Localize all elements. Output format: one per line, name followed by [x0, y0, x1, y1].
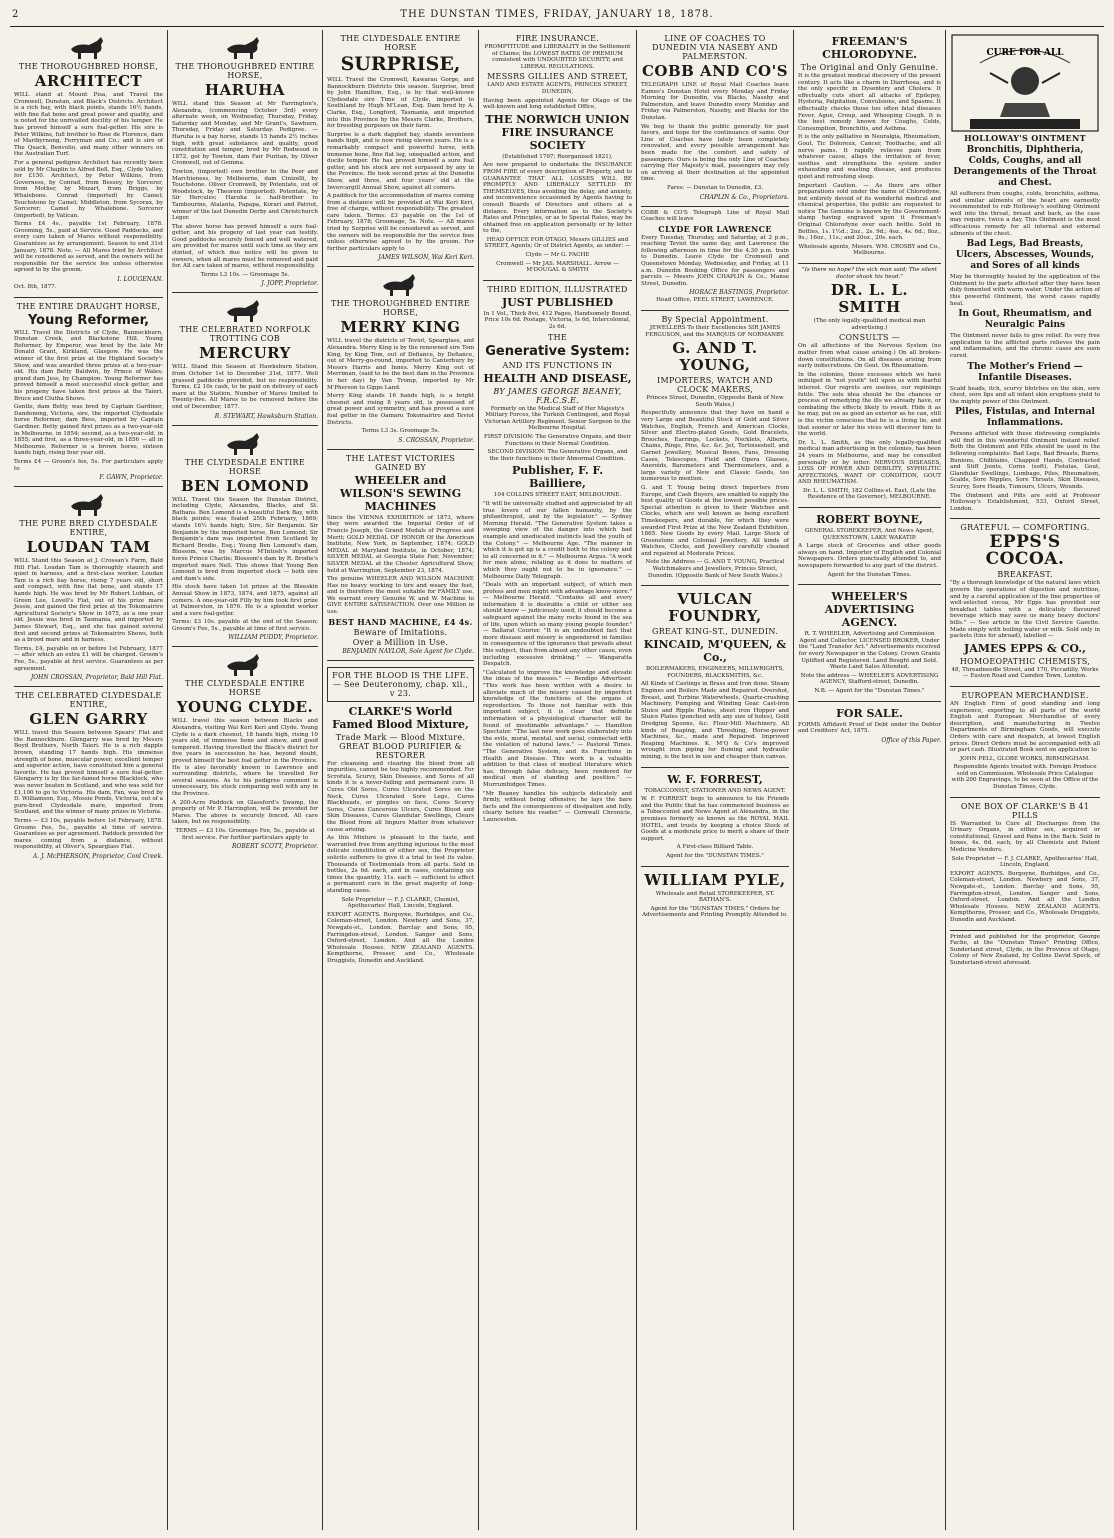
ad-william-pyle — [641, 867, 789, 925]
ad-appointment: By Special Appointment. — [661, 315, 769, 325]
ad-heading: In Gout, Rheumatism, and Neuralgic Pains — [958, 309, 1092, 331]
ad-division-1: FIRST DIVISION: The Generative Organs, and their Functions in their Normal Condition. — [483, 434, 632, 447]
ad-address: The Ointment and Pills are sold at Professor Holloway's Establishment, 533, Oxford Street, London. — [950, 492, 1100, 512]
ad-body: G. and T. Young being direct Importers from Europe, and Cash Buyers, are enabled to supply the best quality of Goods at the lowest possible prices. Special attention is given to their Watches and Clocks, which are well known as being excellent Timekeepers, and durable, for which they were awarded First Prize at the New Zealand Exhibition, 1865. New Goods by every Mail. Large Stock of Greenstone and Colonial Jewellery. All kinds of Watches, Clocks, and Jewellery carefully cleaned and repaired at Moderate Prices. — [641, 484, 789, 557]
ad-heading: THE CELEBRATED NORFOLK TROTTING COB — [179, 325, 311, 344]
ad-clarkes-pills — [950, 798, 1100, 931]
ad-office: Head Office, PEEL STREET, LAWRENCE. — [656, 297, 774, 304]
ad-title: FREEMAN'S CHLORODYNE. — [822, 35, 917, 61]
ad-wheeler-wilson — [327, 450, 474, 661]
ad-terms: TERMS — £3 10s. Groomage Fee, 5s., payable at first service. For further particulars apply to — [175, 827, 315, 841]
ad-heading: THE CLYDESDALE ENTIRE HORSE — [340, 34, 461, 52]
ad-body: In the colonies, those excesses which we have indulged in "not youth" tell upon us with fearful interest. Our regrets are useless, our repinings futile. The sole idea should be the chances or process of remedying the ills we already have, or combating the effects likely to result. Hide it as he may, put on as good an exterior as he can, still is the victim conscious that he is a living lie, and that sooner or later his vices will discover him to the world. — [798, 371, 941, 438]
imprint — [950, 931, 1100, 973]
ad-terms: Terms £4 4s., payable 1st February, 1878. Grooming, 5s., paid at Service. Good Paddocks, and every care taken of Mares without responsibility. Guarantees as by arrangement. Season to end 31st January, 1878. Note. — All Mares tried by Architect will be considered as served, and the owners will be responsible for the service fee unless otherwise agreed to by the groom. — [14, 221, 163, 274]
ad-body: Persons afflicted with these distressing complaints will find in this wonderful Ointment instant relief. Both the Ointment and Pills should be used in the following complaints: Bad Legs, Bad Breasts, Burns, Bunions, Chilblains, Chapped Hands, Contracted and Stiff Joints, Corns (soft), Fistulas, Gout, Glandular Swellings, Lumbago, Piles, Rheumatism, Scalds, Sore Nipples, Sore Throats, Skin Diseases, Scurvy, Sore Heads, Tumours, Ulcers, Wounds. — [950, 431, 1100, 491]
ad-subtitle: Trade Mark — Blood Mixture. GREAT BLOOD PURIFIER & RESTORER — [335, 732, 466, 760]
ad-signature: ROBERT SCOTT, Proprietor. — [231, 843, 318, 851]
ad-firm: JAMES EPPS & CO., — [964, 641, 1086, 655]
horse-icon — [379, 272, 423, 298]
ad-firm: MESSRS GILLIES AND STREET, — [487, 72, 628, 82]
ad-subtitle: IMPORTERS, WATCH AND CLOCK MAKERS, — [657, 376, 773, 395]
ad-body: Agent for the "DUNSTAN TIMES." Orders for Advertisements and Printing Promptly Attended to. — [642, 905, 788, 919]
horse-name: HARUHA — [204, 81, 286, 99]
ad-body: PROMPTITUDE and LIBERALITY in the Settlement of Claims; the LOWEST RATES OF PREMIUM consistent with UNDOUBTED SECURITY; and LIBERAL REGULATIONS. — [484, 44, 631, 70]
ad-body: AN English Firm of good standing and long experience, exporting to all parts of the world English and European Merchandise of every description, and manufacturing in Twelve Departments of Birmingham Goods, will execute Orders with care and despatch, at lowest English prices. Direct Orders must be accompanied with all or part cash. Illustrated Book sent on application to — [950, 700, 1100, 754]
ad-body: IS Warranted to Cure all Discharges from the Urinary Organs, in either sex, acquired or constitutional, Gravel and Pains in the Back. Sold in boxes, 4s. 6d. each, by all Chemists and Patent Medicine Vendors. — [950, 820, 1100, 854]
ad-body: Important Caution. — As there are other preparations sold under the name of Chlorodyne, but entirely devoid of its wonderful medical and chemical properties, the public are requested to notice The Genuine is known by the Government-stamp having engraved upon it Freeman's Original Chlorodyne over each bottle. Sold in Bottles, 1s. 1½d.; 2oz., 2s. 9d.; 4oz., 4s. 6d.; 8oz., 9s.; 16oz., 11s.; and 20oz., 20s. each. — [798, 182, 941, 242]
ad-title: VULCAN FOUNDRY, — [668, 590, 762, 626]
ad-title: DR. L. L. SMITH — [830, 281, 909, 317]
ad-for-sale — [798, 702, 941, 749]
ad-architect — [14, 30, 163, 298]
ad-reviews: "Calculated to improve the knowledge and elevate the ideas of the masses." — Bendigo Advertiser. "This work has been written with a desire to alleviate much of the misery caused by imperfect knowledge of the functions of the organs of reproduction. To those not familiar with this important subject, it is clear that definite information of a physiological character will be found of inestimable advantage." — Hamilton Spectator. "The last new work goes elaborately into the evils, moral, mental, and social, connected with the violation of natural laws." — Pastoral Times. "The Generative System, and its Functions in Health and Disease. This work is a valuable addition to that class of medical literature which has, through false delicacy, been rendered for medical men of standing and position." — Murrumbidgee Times. — [483, 669, 632, 788]
ad-reviews: "Deals with an important subject, of which men profess and men might with advantage know more." — Melbourne Herald. "Contains all and every information it is desirable a child or either sex should know — judiciously used, it should become a safeguard against the many rocks found in the sea of life, upon which so many young people founder." — Ballarat Courier. "It is an undoubted fact that more disease and misery is engendered in families in consequence of the ignorance that prevails about this subject, than from almost any other cause, even including excessive drinking." — Wangaratta Despatch. — [483, 582, 632, 668]
ad-young-jewellers — [641, 311, 789, 586]
ad-body: All Kinds of Castings in Brass and Iron done. Steam Engines and Boilers Made and Repaired. Overshot, Breast, and Turbine Waterwheels, Quartz-crushing Machinery, Pumping and Winding Gear. Cast-iron Sluice and Ripple Plates, sheet iron Hopper and Sluice Plates (punched with any size of holes), Gold Dredging Spoons, &c. Flour-Mill Machinery. All kinds of Reaping, and Threshing, Horse-power Machines, &c., made and Repaired. Improved Reaping Machines. K. M'Q & Co's improved wrought iron piping for fluming and hydraulic mining, is the best in use and cheaper than canvas. — [641, 681, 789, 760]
ad-fares: Fares: — Dunstan to Dunedin, £3. — [666, 184, 764, 191]
ad-clarkes-blood-mixture — [327, 661, 474, 971]
ad-signature: HORACE BASTINGS, Proprietor. — [689, 289, 789, 297]
ad-price: BEST HAND MACHINE, £4 4s. — [328, 616, 473, 627]
ad-title: WHEELER'S ADVERTISING AGENCY. — [824, 590, 915, 630]
ad-destination: CLYDE FOR LAWRENCE — [658, 223, 772, 234]
ad-body: Responsible Agents treated with. Foreign Produce sold on Commission. Wholesale Price Catalogue with 200 Engravings, to be seen at the Office of the Dunstan Times, Clyde. — [951, 764, 1099, 791]
column-1 — [10, 30, 167, 1530]
ad-heading: EUROPEAN MERCHANDISE. — [961, 690, 1089, 700]
ad-title: CLARKE'S World Famed Blood Mixture, — [332, 704, 469, 731]
horse-icon — [223, 652, 267, 678]
ad-address: Note the address — WHEELER'S ADVERTISING AGENCY, Stafford-street, Dunedin. — [800, 672, 939, 686]
ad-terms: Terms, £4, payable on or before 1st February, 1877 — after which an extra £1 will be charged. Groom's Fee, 5s., payable at first service. Guarantees as per agreement. — [14, 645, 163, 672]
horse-name: MERRY KING — [340, 318, 461, 337]
ad-terms: Terms L3 3s. Groomage 5s. — [361, 428, 440, 435]
ad-signature: JOHN CROSSAN, Proprietor, Bald Hill Flat. — [30, 674, 163, 682]
ad-body: The genuine WHEELER AND WILSON MACHINE Has no heavy working to tire and weary the feet, and is therefore the most suitable for FAMILY use. We warrant every Genuine W. and W. Machine to GIVE ENTIRE SATISFACTION. Over one Million in use. — [327, 576, 474, 616]
ad-signature: A. J. McPHERSON, Proprietor, Conl Creek. — [32, 852, 163, 860]
ad-signature: WILLIAM PUDDY, Proprietor. — [228, 634, 318, 642]
ad-heading: The Mother's Friend — Infantile Diseases. — [967, 361, 1083, 383]
ad-note: Note the Address — G. AND T. YOUNG, Practical Watchmakers and Jewellers, Princes Street, Dunedin. (Opposite Bank of New South Wales.) — [645, 559, 785, 579]
horse-name: YOUNG CLYDE. — [176, 698, 314, 717]
ad-body: WILL Travel the Cromwell, Kawarau Gorge, and Bannockburn Districts this season. Surprise, bred by John Hamilton, Esq., is by that well-known Clydesdale sire Time of Clyde, imported to Southland by Hugh M'Lean, Esq. Dam bred by A. Clarke, Esq., Longford, Tasmania, and imported into this Province by the Messrs Clarke, Brothers, for breeding purposes on their farm. — [327, 77, 474, 130]
ad-body: WILL travel this season between Blacks and Alexandra, visiting Wai Keri Keri and Clyde. Young Clyde is a dark chesnut, 18 hands high, rising 10 years old, of immense bone and sinew, and good tempered. Having travelled the Black's district for five years in succession he has, beyond doubt, proved himself the best foal getter in the Province. He is also favorably known in Lawrence and surrounding districts, where he travelled for several seasons. As to his pedigree comment is unnecessary, his stock comparing well with any in the Province. — [172, 718, 318, 797]
column-6 — [793, 30, 945, 1530]
ad-the: THE — [547, 332, 568, 342]
ad-body: A 200-Acre Paddock on Glassford's Swamp, the property of Mr P. Harrington, will be provided for Mares. The above is securely fenced. All care taken, but no responsibility. — [172, 799, 318, 826]
ad-signature: JOHN PELL, GLOBE WORKS, BIRMINGHAM. — [959, 755, 1091, 762]
imprint-text: Printed and published for the proprietor, George Fache, at the "Dunstan Times" Printing Office, Sunderland street, Clyde, in the Province of Otago, Colony of New Zealand, by Collins David Speck, of Sunderland-street aforesaid. — [950, 933, 1100, 966]
ad-heading: THE CLYDESDALE ENTIRE HORSE — [184, 679, 306, 698]
ad-body: As this Mixture is pleasant to the taste, and warranted free from anything injurious to the most delicate constitution of either sex, the Proprietor solicits sufferers to give it a trial to test its value. Thousands of Testimonials from all parts. Sold in bottles, 2s 6d. each, and in cases, containing six times the quantity, 11s. each — sufficient to effect a permanent cure in the great majority of long-standing cases. — [327, 835, 474, 894]
ad-young-reformer — [14, 298, 163, 487]
holloway-logo-icon — [950, 33, 1100, 133]
ad-body: The Ointment never fails to give relief. Its very free application to the afflicted parts relieves the pain and inflammation, and the chronic cases are soon cured. — [950, 333, 1100, 359]
ad-heading: Bad Legs, Bad Breasts, Ulcers, Abscesses, Wounds, and Sores of all kinds — [955, 239, 1095, 272]
ad-consults: CONSULTS — — [839, 333, 900, 343]
ad-trade: BOILERMAKERS, ENGINEERS, MILLWRIGHTS, FOUNDERS, BLACKSMITHS, &c. — [645, 666, 785, 679]
newspaper-columns — [10, 30, 1104, 1532]
ad-body: Surprise is a dark dappled bay, stands seventeen hands high, and is now rising eleven years. He is a remarkably compact and powerful horse, with immense bone, fine flat leg, unequalled action, and docile temper. He has proved himself a sure foal getter, and his stock are not surpassed by any in the Province. He took second prize at the Dunedin Show, and three, and four years' old at the Invercargill Annual Show, against all comers. — [327, 131, 474, 191]
column-2 — [167, 30, 322, 1530]
ad-body: WILL Travel the Districts of Clyde, Bannockburn, Dunstan Creek, and Blackstone Hill. Young Reformer, by Emperor, was bred by the late Mr Donald Grant, Kirkland, Glasgow. He was the winner of the first prize at the Highland Society's Show, and was awarded three prizes at a two-year-old. His dam Betty Baldwin, by Prince of Wales; grand dam Jess, by Champion. Young Reformer has proved himself a most successful stock getter, and his progeny have taken first prizes at the Taieri, Bruce and Clutha Shows. — [14, 329, 163, 402]
ad-body: Having been appointed Agents for Otago of the well-known and long established Office, — [483, 97, 632, 111]
ad-european-merchandise — [950, 687, 1100, 798]
ad-agent: N.B. — Agent for the "Dunstan Times." — [814, 687, 925, 694]
ad-cobb-co-coaches — [641, 30, 789, 207]
ad-signature: I. LOUGENAN. — [117, 276, 163, 284]
ad-signature: F. GAWN, Proprietor. — [99, 474, 163, 482]
ad-title: ROBERT BOYNE, — [816, 513, 923, 527]
ad-body: WILL travel this Season between Spears' Flat and the Bannockburn. Glengarry was bred by Messrs Boyd Brothers, North Taieri. He is a rich dapple brown, standing 17 hands high. His immense strength of bone, muscular power, excellent temper and superior action, have constituted him a general favorite. He has proved himself a sure foal-getter. Glengarry is by the far-famed horse Blacklock, who was never beaten in Scotland, and who was sold for £1,100 to go to Victoria. His dam, Fan, was bred by D. Williamson, Esq., Mossie Ponds, Victoria, out of a pure-bred Clydesdale mare, imported from Scotland, and the winner of many prizes in Victoria. — [14, 730, 163, 816]
ad-title: THE NORWICH UNION FIRE INSURANCE SOCIETY — [485, 112, 630, 152]
ad-heading: GRATEFUL — COMFORTING. — [960, 523, 1090, 533]
ad-haruha — [172, 30, 318, 293]
ad-epps-cocoa — [950, 519, 1100, 687]
ad-subtitle: (The only legally-qualified medical man advertising.) — [813, 318, 926, 331]
ad-body: Scald heads, itch, scurvy blotches on the skin, sore chest, sore lips and all infant skin eruptions yield to the mighty power of this Ointment. — [950, 385, 1100, 405]
ad-body: W. F. FORREST begs to announce to his Friends and the Public that he has commenced business as a Tobacconist and News Agent at Alexandra, in the premises formerly so known as the ROYAL MAIL HOTEL, and trusts by keeping a choice Stock of Goods at a moderate price to merit a share of their support. — [641, 796, 789, 842]
ad-fire-insurance — [483, 30, 632, 281]
ad-body: "By a thorough knowledge of the natural laws which govern the operations of digestion and nutrition, and by a careful application of the fine properties of well-selected cocoa, Mr Epps has provided our breakfast tables with a delicately flavoured beverage which may save us many heavy doctors' bills." — See article in the Civil Service Gazette. Made simply with boiling water or milk. Sold only in packets (tins for abroad), labelled — — [950, 580, 1100, 640]
ad-signature: J. JOPP, Proprietor. — [261, 280, 318, 288]
ad-established: (Established 1797; Reorganised 1821), — [502, 153, 613, 160]
ad-clyde-lawrence — [641, 207, 789, 312]
ad-subtitle: TOBACCONIST, STATIONER AND NEWS AGENT. — [644, 787, 786, 794]
ad-body: We beg to thank the public generally for past favors, and hope for the continuance of same. Our Line of Coaches have lately been completely renovated, and every possible arrangement has been made for the comfort and safety of passengers. Ours is being the only Line of Coaches carrying Her Majesty's mail, passengers may rely on arriving at their destination at the appointed time. — [641, 123, 789, 183]
ad-heading: THE THOROUGHBRED HORSE, — [18, 62, 159, 71]
ad-volume: In 1 Vol., Thick 8vo, 412 Pages, Handsomely Bound, Price 10s 6d. Postage, Victoria, Is 6d, Intercolonial, 2s 6d. — [483, 310, 632, 331]
ad-heading: FIRE INSURANCE. — [515, 34, 600, 43]
column-3 — [322, 30, 478, 1530]
ad-body: WILL Stand this Season at Hawksburn Station, from October 1st to December 31st, 1877. Well grassed paddocks provided, but no responsibility. Terms, £2 10s cash, to be paid on delivery of each mare at the Station. Number of Mares limited to Twenty-five. All Mares to be removed before the end of December, 1877. — [172, 364, 318, 410]
ad-body: It is the greatest medical discovery of the present century. It acts like a charm in Diarrhoea, and is the only specific in Dysentery and Cholera. It effectually cuts short all attacks of Epilepsy, Hysteria, Palpitation, Convulsions, and Spasms. It effectually checks those too often fatal diseases Fever, Ague, Croup, and Whooping Cough. It is the best remedy known for Coughs, Colds, Consumption, Bronchitis, and Asthma. — [798, 73, 941, 132]
ad-wheelers-agency — [798, 585, 941, 701]
ad-title: Generative System: — [485, 343, 630, 359]
horse-name: GLEN GARRY — [29, 710, 148, 729]
ad-heading: Bronchitis, Diphtheria, Colds, Coughs, and all Derangements of the Throat and Chest. — [953, 145, 1097, 188]
horse-icon — [67, 35, 111, 61]
ad-heading: THE THOROUGHBRED ENTIRE HORSE, — [330, 299, 471, 318]
ad-firm-sub: HOMOEOPATHIC CHEMISTS, — [959, 656, 1091, 666]
ad-loudan-tam — [14, 487, 163, 687]
ad-heading: LINE OF COACHES TO DUNEDIN VIA NASEBY AND PALMERSTON. — [652, 34, 778, 61]
ad-publisher: Publisher, F. F. Bailliere, — [511, 464, 604, 491]
ad-body: Towton, (imported) own brother to the Peer and Marchioness, by Melbourne, dam Cinizelli, by Touchstone. Oliver Cromwell, by Potentate, out of Woodstock, by Theorem (imported). Potentate, by Sir Hercules; Haruha is half-brother to Tambourine, Atalanta, Papapa, Korari and Patriot, winner of the last Dunedin Derby and Christchurch Leger. — [172, 168, 318, 222]
horse-icon — [223, 431, 267, 457]
ad-quote: "Is there no hope? the sick man said; The silent doctor shook his head." — [802, 267, 937, 280]
ad-body: Merry King stands 16 hands high, is a bright chesnut and rising 8 years old, is possessed of great power and symmetry, and has proved a sure foal getter in the Oamaru Tokomairiro and Teviot Districts. — [327, 393, 474, 426]
ad-body: A Large stock of Groceries and other goods always on hand. Importer of English and Colonial Newspapers. Orders punctually attended to, and newspapers forwarded to any part of the district. — [798, 543, 941, 570]
ad-agent: Clyde — Mr G. FACHE — [525, 252, 590, 259]
ad-body: Dr. L. L. Smith, as the only legally-qualified medical man advertising in the colonies, has been 24 years in Melbourne, and may be consulted personally or by letter. NERVOUS DISEASES, LOSS OF POWER AND DEBILITY, SYPHILITIC AFFECTIONS, WANT OF CONDITION, GOUT AND RHEUMATISM. — [798, 439, 941, 486]
horse-icon — [223, 298, 267, 324]
ad-subtitle: The Original and Only Genuine. — [800, 63, 939, 72]
ad-signature: Sole Proprietor — F. J. CLARKE, Chemist, Apothecaries' Hall, Lincoln, England. — [341, 896, 460, 910]
ad-signature: S. CROSSAN, Proprietor. — [398, 436, 474, 444]
ad-reviews: "Mr Beaney handles his subjects delicately and firmly, without being offensive; he lays the bare facts and the consequences of dissipation and folly, clearly before his reader." — Cornwall Chronicle, Launceston. — [483, 790, 632, 823]
ad-division-2: SECOND DIVISION: The Generative Organs, and the their functions in their Abnormal Condition. — [487, 449, 628, 462]
ad-subtitle: Wholesale and Retail STOREKEEPER, ST. BATHAN'S. — [655, 890, 775, 904]
ad-body: TELEGRAPH LINE of Royal Mail Coaches leave Eames's Dunstan Hotel every Monday and Friday Morning for Dunedin, via Blacks, Naseby and Palmerston, and leave Dunedin every Monday and Friday via Palmerston, Naseby, and Blacks for the Dunstan. — [641, 82, 789, 121]
ad-body: WILL Stand this Season at J. Crossan's Farm, Bald Hill Flat. Loudan Tam is thoroughly staunch and quiet in harness, and a first-class worker. Loudan Tam is a rich bay horse, rising 7 years old, short and compact, with fine flat bone, and stands 17 hands high. He was bred by Mr Robert Lobban, of Green Lee, Lovell's Flat, out of his prize mare Jessie, and gained the first prize at the Tokomairiro Agricultural Society's Show in 1875, as a one year old. Jessie was bred in Tasmania, and imported by James Stewart, Esq., and she has gained several first and second prizes at Tokomairiro Shows, both as a brood mare and in harness. — [14, 558, 163, 644]
ad-address: 104 COLLINS STREET EAST, MELBOURNE. — [493, 492, 622, 499]
ad-glen-garry — [14, 687, 163, 865]
column-7 — [945, 30, 1104, 1530]
ad-signature: JAMES WILSON, Wai Keri Keri. — [378, 254, 474, 262]
ad-edition: THIRD EDITION, ILLUSTRATED — [487, 284, 628, 294]
ad-body: Gentle, dam Betty, was bred by Captain Gardiner, Dandenong, Victoria, sire, the imported Clydesdale horse Reformer, dam Bess, imported by Captain Gardiner. Betty gained first prizes as a two-year-old in Melbourne, in 1854; second, as a two-year-old, in 1855; and first, as a three-year-old, in 1856 — all in Melbourne. Reformer is a brown horse, sixteen hands high, rising four year old. — [14, 404, 163, 457]
ad-dr-smith — [798, 264, 941, 508]
ad-body: Every Tuesday, Thursday, and Saturday, at 2 p.m., reaching Teviot the same day, and Lawrence the following afternoon in time for the 4.30 p.m. train to Dunedin. Leave Clyde for Cromwell and Queenstown Monday, Wednesday, and Friday, at 11 a.m. Dunedin Booking Office for passengers and parcels — Messrs JOHN CHAPLIN & Co., Manse Street, Dunedin. — [641, 234, 789, 287]
ad-heading: THE PURE BRED CLYDESDALE ENTIRE, — [19, 519, 158, 538]
ad-signature: Sole Proprietor — F. J. CLARKE, Apothecaries' Hall, Lincoln, England. — [951, 855, 1099, 869]
ad-firm: KINCAID, M'QUEEN, & Co., — [643, 638, 787, 665]
horse-icon — [67, 492, 111, 518]
ad-body: Since the VIENNA EXHIBITION of 1873, where they were awarded the Imperial Order of of Francis Joseph, the Grand Medals of Progress and Merit; GOLD MEDAL OF HONOR Of the American Institute, New York, in September, 1874; GOLD MEDAL at Maryland Institute, in October, 1874; SILVER MEDAL at Georgia State Fair, November; SILVER MEDAL at the Chester Agricultural Show, held at Warrington, September 23, 1874. — [327, 514, 474, 574]
ad-office: HEAD OFFICE FOR OTAGO, Messrs GILLIES and STREET, Agents; Or of District Agents, as under: — — [484, 236, 631, 250]
ad-body: R. T. WHEELER, Advertising and Commission Agent and Collector. LICENSED BROKER, Under the "Land Transfer Act." Advertisements received for every Newspaper in the Colony. Crown Grants Uplifted and Registered. Land Bought and Sold. Waste Land Sales Attended. — [798, 631, 941, 671]
horse-name: BEN LOMOND — [180, 476, 310, 495]
ad-date: Oct. 8th, 1877. — [14, 284, 57, 291]
ad-young-clyde — [172, 647, 318, 855]
ad-body: May be thoroughly healed by the application of the Ointment to the parts affected after they have been duly fomented with warm water. Under the action of this powerful Ointment, the worst cases rapidly heal. — [950, 274, 1100, 307]
page-number: 2 — [12, 9, 20, 20]
ad-heading: THE LATEST VICTORIES GAINED BY — [345, 453, 456, 472]
ad-address: Dr. L. L. SMITH, 182 Collins-st. East, (Late the Residence of the Governor), MELBOURNE. — [803, 487, 936, 501]
ad-terms: Terms L3 10s. — Groomage 5s. — [200, 271, 290, 278]
ad-heading: THE ENTIRE DRAUGHT HORSE, — [16, 301, 161, 311]
ad-body: WILL travel the districts of Teviot, Spearglass, and Alexandra. Merry King is by the renowned sire Tom King, by King Tom, out of Defiance, by Defiance, out of Merry-go-round, imported to Canterbury by Messrs Harris and Innes. Merry King out of Merriman, (said to be the best dam in the Province in her day) by Van Tromp, imported by Mr M'Pherson to Gipps Land. — [327, 338, 474, 391]
horse-name: LOUDAN TAM — [26, 538, 151, 557]
logo-text: CURE FOR ALL — [986, 48, 1064, 58]
ad-heading: ONE BOX OF CLARKE'S B 41 PILLS — [960, 801, 1090, 820]
masthead-title: THE DUNSTAN TIMES, FRIDAY, JANUARY 18, 1878. — [400, 9, 714, 20]
ad-agent: Agent for the "DUNSTAN TIMES." — [666, 852, 764, 859]
ad-firm-sub: LAND AND ESTATE AGENTS, PRINCES STREET, DUNEDIN, — [487, 82, 628, 95]
column-4 — [478, 30, 636, 1530]
ad-heading: THE CELEBRATED CLYDESDALE ENTIRE, — [15, 691, 162, 710]
ad-agents: EXPORT AGENTS. Burgoyne, Burbidges, and Co., Coleman-street, London. Newbery and Sons, 37, Newgate-st., London. Barclay and Sons, 95, Farringdon-street, London. Sanger and Sons, Oxford-street, London. And all the London Wholesale Houses. NEW ZEALAND AGENTS. Kempthorne, Prosser, and Co., Wholesale Druggists, Dunedin and Auckland. — [327, 911, 474, 964]
ad-agent: Agent for the Dunstan Times. — [827, 571, 912, 578]
ad-title: EPPS'S COCOA. — [985, 532, 1065, 570]
ad-subtitle: AND ITS FUNCTIONS IN — [502, 360, 613, 370]
ad-robert-boyne — [798, 508, 941, 585]
ad-body: For a general pedigree Architect has recently been sold by Mr Chaplin to Alfred Bell, Esq., Clyde Valley, for £150. Architect, by Peter Wilkins, from Governess, by Conrad, from Bessey, by Sorcerer, from Mother, by Mozart, from Briggs, by Whalebone. Conrad (imported) by Camel; Touchstone by Camel; Middleton, from Sycorax, by Sorcerer; Camel by Whalebone. Sorcerer (imported), by Vatican. — [14, 159, 163, 219]
ad-forrest — [641, 768, 789, 867]
ad-title: W. F. FORREST, — [667, 772, 763, 786]
ad-body: Respectfully announce that they have on hand a very Large and Beautiful Stock of Gold and Silver Watches, English, French and American Clocks, Silver and Electro-plated Goods, Gold Bracelets, Brooches, Earrings, Lockets, Necklets, Alberts, Chains, Rings, Pins, &c. &c. Jet, Tortoiseshell, and Garnet Jewellery, Musical Boxes, Fans, Dressing Cases, Telescopes, Field and Opera Glasses, Aneroids, Barometers and Thermometers, and a large variety of New and Classic Goods, too numerous to mention. — [641, 410, 789, 483]
column-5 — [636, 30, 793, 1530]
ad-subtitle: BREAKFAST. — [997, 570, 1053, 580]
ad-body: It is the only palliative in Neuralgia, Rheumatism, Gout, Tic Doloreux, Cancer, Toothache, and all nerve pains. It rapidly relieves pain from whatever cause, allays the irritation of fever, soothes and strengthens the system under exhausting and wasting disease, and produces quiet and refreshing sleep. — [798, 134, 941, 180]
ad-signature: CHAPLIN & Co., Proprietors. — [699, 193, 789, 201]
ad-heading: JEWELLERS To their Excellencies SIR JAMES FERGUSON, and the MARQUIS OF NORMANBY. — [645, 325, 785, 338]
ad-body: WILL stand at Mount Pisa, and Travel the Cromwell, Dunstan, and Black's Districts. Architect is a rich bay, with black points, stands 16½ hands, with fine flat bone and great power and quality, and is noted for the unrivalled docility of his temper. He has proved himself a sure foal-getter. His sire is Peter Wilkins, full brother to Rose de Florence, dam of Maribyrnong, Ferryman and Co.; and is sire of The Quack, Benvolio, and many other winners on the Australian Turf. — [14, 92, 163, 158]
ad-body: Are now prepared to undertake the INSURANCE FROM FIRE of every description of Property, and to GUARANTEE THAT ALL LOSSES WILL BE PROMPTLY AND LIBERALLY SETTLED BY THEMSELVES, thus avoiding the delay, and anxiety, and inconvenience occasioned by Agents having to consult Boards of Directors and others at a distance. Every information as to the Society's Rates and Principles, or as to Special Rates, may be obtained free on application personally or by letter to the, — [483, 162, 632, 235]
ad-terms: Terms: £3 10s. payable at the end of the Season; Groom's Fee, 5s., payable at time of first service. — [172, 619, 318, 632]
ad-title: WILLIAM PYLE, — [644, 870, 786, 889]
ad-body: His stock have taken 1st prizes at the Bleeskin Annual Show in 1873, 1874, and 1875, against all comers. A one-year-old Filly by him took first prize at Palmerston, in 1876. He is a splendid worker and a sure foal-getter. — [172, 584, 318, 617]
ad-signature: Office of this Paper. — [881, 736, 941, 744]
ad-agents: Cromwell — Mr JAS. MARSHALL. Arrow — M'DOUGAL & SMITH — [496, 260, 619, 274]
ad-heading: THE CLYDESDALE ENTIRE HORSE — [184, 457, 306, 476]
ad-terms: Terms — £3 10s, payable before 1st February, 1878. Grooms Fee, 5s., payable at time of service. Guarantees as per agreement. Paddock provided for mares coming from a distance, without responsibility, at Oliver's, Spearglass Flat. — [14, 817, 163, 851]
ad-holloways-ointment — [950, 30, 1100, 519]
ad-freemans-chlorodyne — [798, 30, 941, 264]
ad-body: Formerly on the Medical Staff of Her Majesty's Military Forces, the Turkish Contingent, and Royal Victorian Artillery Regiment. Senior Surgeon to the Melbourne Hospital. — [484, 405, 631, 432]
ad-heading: THE THOROUGHBRED ENTIRE HORSE, — [175, 62, 315, 80]
ad-surprise — [327, 30, 474, 267]
ad-terms: Terms £4 — Groom's fee, 5s. For particulars apply to — [14, 458, 163, 472]
ad-body: All sufferers from coughs, colds, bronchitis, asthma, and similar ailments of the heart are earnestly recommended to rub Holloway's soothing Ointment well into the throat, breast and back, as the case may require, twice a day. This Ointment is the most efficacious remedy for all internal and external ailments of the chest. — [950, 191, 1100, 237]
ad-address: 48, Threadneedle Street, and 170, Piccadilly. Works — Euston Road and Camden Town, London. — [951, 666, 1099, 680]
ad-subtitle: GENERAL STOREKEEPER, And News Agent, QUEENSTOWN, LAKE WAKATIP. — [805, 528, 934, 541]
ad-title: HOLLOWAY'S OINTMENT — [964, 133, 1086, 143]
ad-title: G. AND T. YOUNG, — [672, 339, 758, 375]
horse-icon — [223, 35, 267, 61]
ad-body: For cleansing and clearing the blood from all impurities, cannot be too highly recommended. For Scrofula, Scurvy, Skin Diseases, and Sores of all kinds it is a never-failing and permanent cure. It Cures Old Sores, Cures Ulcerated Sores on the Neck, Cures Ulcerated Sore Legs, Cures Blackheads, or pimples on face, Cures Scurvy Sores, Cures Cancerous Ulcers, Cures Blood and Skin Diseases, Cures Glandular Swellings, Clears the Blood from all Impure Matter from whatever cause arising. — [327, 760, 474, 833]
ad-body: The above horse has proved himself a sure foal-getter, and his progeny of last year can testify. Good paddocks securely fenced and well watered, are provided for mares until such time as they are stinted, of which due notice will be given to owners, when all mares must be removed and paid for. All care taken of mares, without responsibility. — [172, 223, 318, 270]
ad-body: COBB & CO'S Telegraph Line of Royal Mail Coaches will leave — [641, 209, 789, 223]
ad-agents: Wholesale agents, Messrs. WM. CROSBY and Co., Melbourne. — [798, 243, 941, 257]
ad-title: WHEELER and WILSON'S SEWING MACHINES — [339, 473, 462, 513]
ad-ben-lomond — [172, 426, 318, 648]
ad-author: BY JAMES GEORGE BEANEY, F.R.C.S.E. — [493, 386, 622, 405]
ad-note: Over a Million in Use. — [352, 637, 449, 647]
ad-heading: Piles, Fistulas, and Internal Inflammations. — [955, 407, 1095, 429]
ad-address: Princes Street, Dunedin, (Opposite Bank of New South Wales,) — [646, 395, 784, 408]
ad-warning: Beware of Imitations. — [353, 627, 448, 637]
ad-signature: BENJAMIN NAYLOR, Sole Agent for Clyde. — [342, 647, 474, 655]
ad-body: WILL Travel this Season the Dunstan District, including Clyde, Alexandra, Blacks, and St. Bathans. Ben Lomond is a beautiful Dark Bay, with black points; was foaled 25th February, 1869; stands 16½ hands high; Sire, Sir Benjamin. Sir Benjamin by the imported horse, Ben Lomond; Sir Benjamin's dam was imported from Scotland by Richard Brodie, Esq.; Young Ben Lomond's dam, Blossom, was by Marcus M'Intosh's imported horse Prince Charlie; Blossom's dam by R. Brodie's imported mare Nell. This shows that Young Ben Lomond is bred from imported stock — both sire and dam's side. — [172, 496, 318, 582]
ad-body: A paddock for the accommodation of mares coming from a distance will be provided at Wai Keri Keri, free of charge, without responsibility. The greatest care taken. Terms: £3 payable on the 1st of February, 1878; Groomage, 5s. Note. — All mares tried by Surprise will be considered as served, and the owners will be responsible for the service fees unless otherwise agreed to by the groom. For further particulars apply to — [327, 193, 474, 252]
ad-title: FOR SALE. — [836, 706, 903, 720]
horse-name: Young Reformer, — [27, 312, 150, 328]
ad-agents: EXPORT AGENTS. Burgoyne, Burbidges, and Co., Coleman-street, London. Newbery and Sons, 37, Newgate-st., London. Barclay and Sons, 95, Farringdon-street, London. Sanger and Sons, Oxford-street, London. And all the London Wholesale Houses. NEW ZEALAND AGENTS. Kempthorne, Prosser, and Co., Wholesale Druggists, Dunedin and Auckland. — [950, 870, 1100, 923]
ad-just-published: JUST PUBLISHED — [501, 295, 614, 309]
horse-name: ARCHITECT — [34, 72, 143, 90]
ad-note: A First-class Billiard Table. — [676, 844, 754, 851]
ad-generative-system — [483, 281, 632, 830]
ad-title-2: HEALTH AND DISEASE, — [483, 371, 632, 385]
ad-body: FORMS Affidavit Proof of Debt under the Debtor and Creditors' Act, 1875. — [798, 721, 941, 735]
ad-title: COBB AND CO'S — [641, 62, 789, 80]
ad-address: GREAT KING-ST., DUNEDIN. — [652, 627, 778, 637]
horse-name: SURPRISE, — [340, 53, 461, 75]
ad-list: On all affections of the Nervous System (no matter from what cause arising.) On all broken-down constitutions. On all diseases arising from early indiscretions. On Gout. On Rheumatism. — [798, 343, 941, 370]
ad-merry-king — [327, 267, 474, 449]
ad-vulcan-foundry — [641, 586, 789, 767]
ad-signature: R. STEWART, Hawksburn Station. — [214, 412, 318, 420]
ad-quote: FOR THE BLOOD IS THE LIFE. — See Deuteronomy, chap. xii., v 23. — [332, 670, 469, 698]
masthead — [10, 4, 1104, 27]
ad-mercury — [172, 293, 318, 425]
ad-body: WILL stand this Season at Mr Farrington's, Alexandra, (commencing October 3rd) every alternate week, on Wednesday, Thursday, Friday, Saturday and Monday, and Mr Grant's, Sawburn, Thursday, Friday and Saturday. Pedigree. — Haruha is a bay horse, stands 15 hands 2½ inches high, with great substance and quality, good constitution and temper, bred by Mr Redwood in 1872, got by Towton, dam Fair Puritan, by Oliver Cromwell, out of Gemma. — [172, 101, 318, 167]
horse-name: MERCURY — [199, 344, 291, 363]
ad-reviews: "It will be universally studied and appreciated by all true lovers of our fallen humanity, by the philanthropist, and by the legislator." — Sydney Morning Herald. "The Generative System takes a sweeping view of the danger into which bad example and uneducated instincts lead the youth of the Colony." — Melbourne Age. "The manner in which it is got up is a credit both to the colony and to all concerned in it." — Melbourne Argus. "A work for men alone, relating as it does to matters of which they ought not to be in ignorance." — Melbourne Daily Telegraph. — [483, 500, 632, 580]
